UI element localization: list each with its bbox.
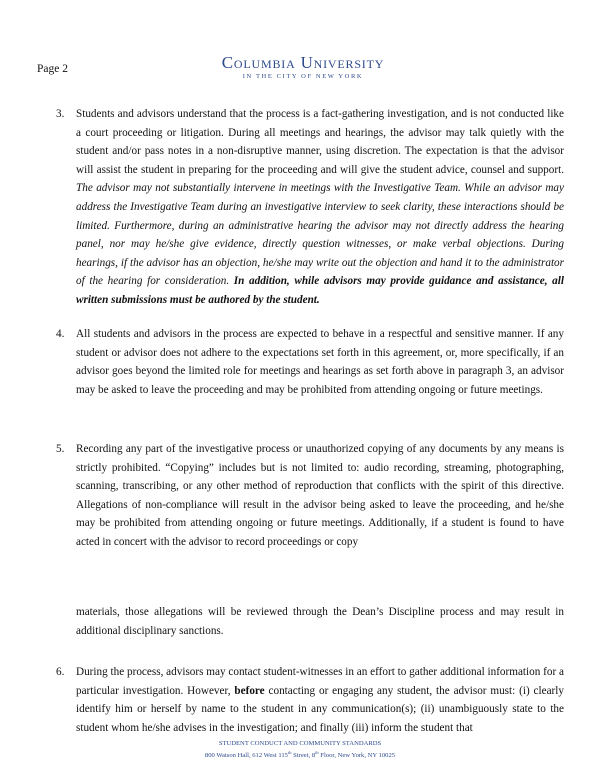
list-item-4 bbox=[56, 325, 564, 399]
text-segment: All students and advisors in the process are expected to behave in a respectful and sensitive manner. If any student or advisor does not adhere to the expectations set forth in this agreement, or, more specifically, if an advisor goes beyond the limited role for meetings and hearings as set forth above in paragraph 3, an advisor may be asked to leave the proceeding and may be prohibited from attending ongoing or future meetings. bbox=[76, 328, 564, 396]
text-segment: Students and advisors understand that the process is a fact-gathering investigation, and is not conducted like a court proceeding or litigation. During all meetings and hearings, the advisor may talk quietly with the student and/or pass notes in a non-disruptive manner, using discretion. The expectation is that the advisor will assist the student in preparing for the proceeding and will give the student advice, counsel and support. bbox=[76, 108, 564, 176]
continuation-paragraph: materials, those allegations will be reviewed through the Dean’s Discipline process and may result in additional disciplinary sanctions. bbox=[76, 606, 564, 637]
logo-subtitle: IN THE CITY OF NEW YORK bbox=[242, 73, 364, 80]
footer-address: 800 Watson Hall, 612 West 115th Street, 8th Floor, New York, NY 10025 bbox=[204, 749, 396, 759]
list-number: 6. bbox=[56, 666, 65, 678]
list-item-6 bbox=[56, 663, 564, 737]
bold-text-segment: before bbox=[234, 684, 265, 697]
university-logo bbox=[150, 54, 456, 81]
list-item-text bbox=[76, 105, 564, 310]
list-item-5 bbox=[56, 440, 564, 552]
list-item-text bbox=[76, 663, 564, 737]
logo-title: Columbia University bbox=[221, 53, 385, 72]
list-item-3 bbox=[56, 105, 564, 310]
page-footer bbox=[0, 740, 600, 760]
italic-text-segment: The advisor may not substantially intervene in meetings with the Investigative Team. While an advisor may address the Investigative Team during an investigative interview to seek clarity, these interactions should be limited. Furthermore, during an administrative hearing the advisor may not directly address the hearing panel, nor may he/she give evidence, directly question witnesses, or make verbal objections. During hearings, if the advisor has an objection, he/she may write out the objection and hand it to the administrator of the hearing for consideration. bbox=[76, 182, 564, 288]
text-segment: Recording any part of the investigative process or unauthorized copying of any documents by any means is strictly prohibited. “Copying” includes but is not limited to: audio recording, streaming, photographing, scanning, transcribing, or any other method of reproduction that conflicts with the spirit of this directive. Allegations of non-compliance will result in the advisor being asked to leave the proceeding, and he/she may be prohibited from attending ongoing or future meetings. Additionally, if a student is found to have acted in concert with the advisor to record proceedings or copy bbox=[76, 443, 564, 548]
list-number: 4. bbox=[56, 328, 65, 340]
text-segment: contacting or engaging any student, the advisor must: (i) clearly identify him or herself by name to the student in any communication(s); (ii) unambiguously state to the student whom he/she advises in the investigation; and finally (iii) inform the student that bbox=[76, 684, 564, 734]
list-number: 3. bbox=[56, 108, 65, 120]
text-segment: During the process, advisors may contact student-witnesses in an effort to gather additional information for a particular investigation. However, bbox=[76, 666, 564, 697]
bold-italic-text-segment: In addition, while advisors may provide guidance and assistance, all written submissions must be authored by the student. bbox=[76, 275, 564, 306]
page-number: Page 2 bbox=[37, 63, 68, 75]
list-item-text bbox=[76, 325, 564, 399]
list-number: 5. bbox=[56, 443, 65, 455]
footer-office: STUDENT CONDUCT AND COMMUNITY STANDARDS bbox=[218, 740, 382, 747]
list-item-text bbox=[76, 440, 564, 552]
